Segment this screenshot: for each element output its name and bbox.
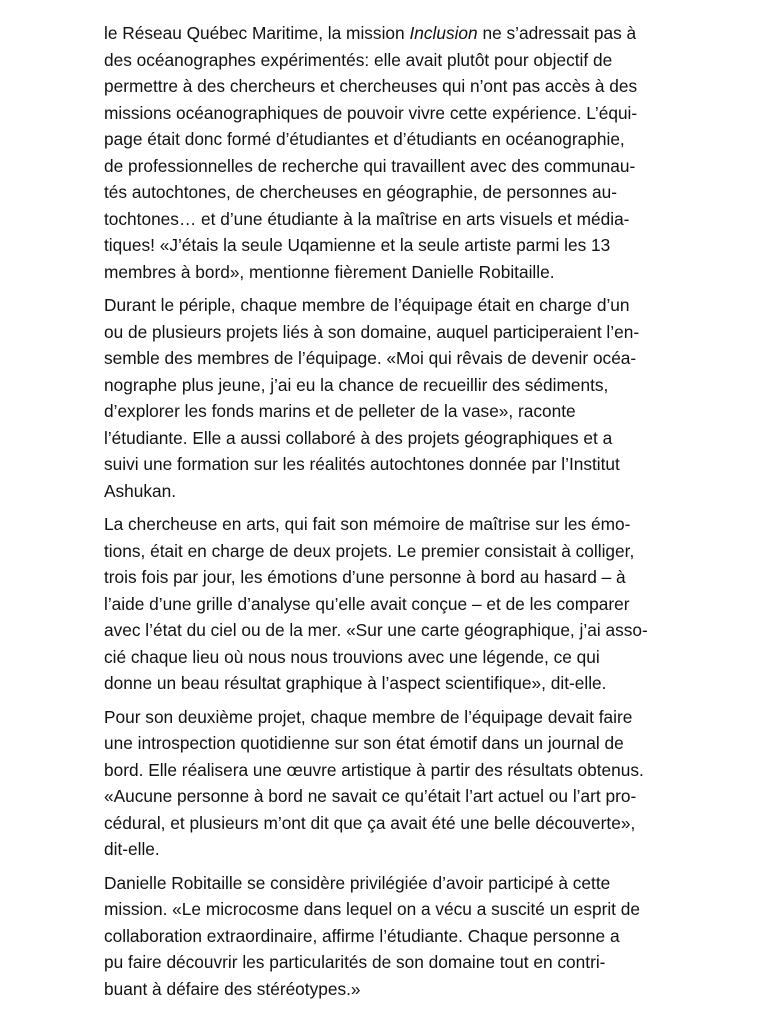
paragraph [104, 704, 669, 863]
text-line-content: page était donc formé d’étudiantes et d’étudiants en océanographie, [104, 129, 625, 149]
text-line-content: dit-elle. [104, 839, 160, 859]
text-line [104, 179, 669, 206]
text-line-content: pu faire découvrir les particularités de son domaine tout en contri- [104, 952, 606, 972]
text-line-content: tés autochtones, de chercheuses en géographie, de personnes au- [104, 182, 618, 202]
text-line [104, 398, 669, 425]
text-line-content: de professionnelles de recherche qui travaillent avec des communau- [104, 155, 636, 176]
text-line [104, 644, 669, 671]
text-line-content: Durant le périple, chaque membre de l’équipage était en charge d’un [104, 295, 630, 315]
text-line [104, 153, 669, 180]
text-line [104, 425, 669, 452]
text-line-content: donne un beau résultat graphique à l’aspect scientifique», dit-elle. [104, 673, 607, 693]
text-line [104, 73, 669, 100]
paragraph [104, 20, 669, 285]
text-line-content: mission. «Le microcosme dans lequel on a vécu a suscité un esprit de [104, 899, 640, 919]
text-line [104, 478, 669, 505]
text-line [104, 345, 669, 372]
text-line-segment: le Réseau Québec Maritime, la mission [104, 23, 410, 43]
text-line [104, 232, 669, 259]
text-line-content: permettre à des chercheurs et chercheuses qui n’ont pas accès à des [104, 76, 638, 96]
text-line-content: une introspection quotidienne sur son état émotif dans un journal de [104, 733, 624, 753]
text-line [104, 292, 669, 319]
text-line [104, 451, 669, 478]
text-line [104, 617, 669, 644]
text-line-content: suivi une formation sur les réalités autochtones donnée par l’Institut [104, 454, 620, 474]
italic-title: Inclusion [409, 23, 478, 43]
text-line-content: des océanographes expérimentés: elle avait plutôt pour objectif de [104, 49, 613, 70]
text-line-content: tiques! «J’étais la seule Uqamienne et la seule artiste parmi les 13 [104, 235, 611, 255]
text-line [104, 259, 669, 286]
text-line [104, 836, 669, 863]
text-line-content: Danielle Robitaille se considère privilégiée d’avoir participé à cette [104, 872, 611, 893]
text-line [104, 206, 669, 233]
text-line-content: Ashukan. [104, 480, 177, 501]
text-line [104, 730, 669, 757]
paragraph [104, 292, 669, 504]
text-line-content: «Aucune personne à bord ne savait ce qu’était l’art actuel ou l’art pro- [104, 786, 637, 806]
text-line [104, 783, 669, 810]
text-line-content: tochtones… et d’une étudiante à la maîtrise en arts visuels et média- [104, 208, 630, 229]
paragraph [104, 870, 669, 1003]
text-line-content: bord. Elle réalisera une œuvre artistique à partir des résultats obtenus. [104, 759, 644, 780]
text-line [104, 949, 669, 976]
text-line [104, 126, 669, 153]
paragraph [104, 511, 669, 697]
text-line-content: buant à défaire des stéréotypes.» [104, 978, 361, 999]
text-line [104, 670, 669, 697]
text-line [104, 100, 669, 127]
text-line-content: avec l’état du ciel ou de la mer. «Sur une carte géographique, j’ai asso- [104, 620, 648, 640]
text-line-content: d’explorer les fonds marins et de pelleter de la vase», raconte [104, 401, 576, 421]
text-line-content: La chercheuse en arts, qui fait son mémoire de maîtrise sur les émo- [104, 514, 631, 534]
text-line-content: semble des membres de l’équipage. «Moi qui rêvais de devenir océa- [104, 348, 637, 368]
text-line [104, 757, 669, 784]
text-line-content: membres à bord», mentionne fièrement Danielle Robitaille. [104, 261, 555, 282]
text-line [104, 591, 669, 618]
text-line [104, 319, 669, 346]
text-line-content: cié chaque lieu où nous nous trouvions avec une légende, ce qui [104, 646, 600, 667]
text-line-content: tions, était en charge de deux projets. Le premier consistait à colliger, [104, 540, 635, 561]
text-line-segment: ne s’adressait pas à [477, 23, 637, 43]
text-line [104, 511, 669, 538]
text-line-content: cédural, et plusieurs m’ont dit que ça avait été une belle découverte», [104, 812, 636, 833]
text-line [104, 704, 669, 731]
text-line [104, 47, 669, 74]
text-line [104, 810, 669, 837]
text-line [104, 20, 669, 47]
text-line-content: collaboration extraordinaire, affirme l’étudiante. Chaque personne a [104, 925, 620, 946]
text-line-content: Pour son deuxième projet, chaque membre de l’équipage devait faire [104, 706, 633, 727]
article-body [104, 20, 669, 1009]
text-line-content: l’aide d’une grille d’analyse qu’elle avait conçue – et de les comparer [104, 593, 630, 614]
text-line [104, 923, 669, 950]
text-line-content: trois fois par jour, les émotions d’une personne à bord au hasard – à [104, 567, 626, 587]
text-line [104, 870, 669, 897]
text-line [104, 896, 669, 923]
text-line [104, 976, 669, 1003]
text-line [104, 538, 669, 565]
text-line [104, 372, 669, 399]
text-line [104, 564, 669, 591]
text-line-content: l’étudiante. Elle a aussi collaboré à des projets géographiques et a [104, 427, 613, 448]
text-line-content: nographe plus jeune, j’ai eu la chance de recueillir des sédiments, [104, 374, 609, 395]
text-line-content: ou de plusieurs projets liés à son domaine, auquel participeraient l’en- [104, 321, 640, 342]
text-line-content: missions océanographiques de pouvoir vivre cette expérience. L’équi- [104, 102, 638, 123]
